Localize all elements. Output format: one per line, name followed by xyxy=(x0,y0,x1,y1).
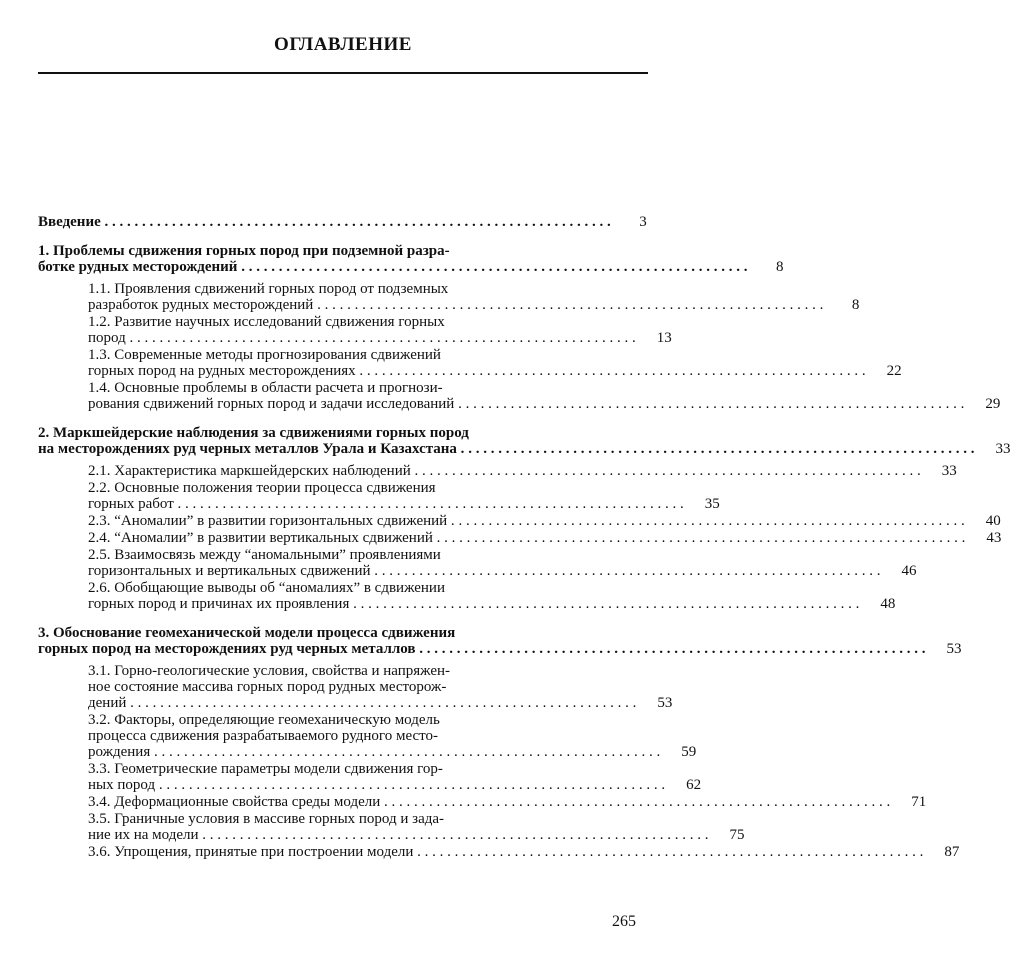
toc-entry-page: 40 xyxy=(985,513,1001,529)
toc-entry-page: 87 xyxy=(944,844,960,860)
toc-entry-title xyxy=(88,580,859,612)
toc-entry-page: 8 xyxy=(851,297,860,313)
toc-entry-line: дений . . . xyxy=(88,695,636,711)
toc-entry-line: 2.5. Взаимосвязь между “аномальными” проявлениями xyxy=(88,547,441,563)
toc-chapter-entry xyxy=(38,625,962,657)
toc-entry-page: 33 xyxy=(995,441,1010,457)
toc-entry-line: 2.4. “Аномалии” в развитии вертикальных сдвижений . . . . . . xyxy=(88,530,965,546)
toc-chapter-entry xyxy=(38,243,784,275)
toc-section-entry xyxy=(38,761,702,793)
toc-entry-line: 3. Обоснование геомеханической модели процесса сдвижения xyxy=(38,625,456,641)
toc-entry-title xyxy=(88,281,823,313)
toc-entry-line: 2.2. Основные положения теории процесса сдвижения xyxy=(88,480,436,496)
toc-entry-title xyxy=(38,625,926,657)
toc-entry-title xyxy=(88,314,636,346)
toc-entry-title xyxy=(88,547,881,579)
toc-section-entry xyxy=(38,530,1002,546)
toc-entry-line: пород . . . xyxy=(88,330,636,346)
toc-entry-title xyxy=(38,243,747,275)
toc-chapter-entry xyxy=(38,425,1010,457)
toc-entry-page: 59 xyxy=(681,744,697,760)
toc-entry-title xyxy=(88,530,965,546)
toc-entry-line: процесса сдвижения разрабатываемого рудного место- xyxy=(88,728,438,744)
toc-entry-title xyxy=(88,712,660,760)
toc-entry-title xyxy=(88,794,890,810)
toc-entry-page: 48 xyxy=(880,596,896,612)
toc-entry-page: 43 xyxy=(986,530,1002,546)
toc-entry-line: 1. Проблемы сдвижения горных пород при подземной разра- xyxy=(38,243,450,259)
toc-entry-line: 3.4. Деформационные свойства среды модели . . . xyxy=(88,794,890,810)
toc-entry-line: горных пород и причинах их проявления . . . xyxy=(88,596,859,612)
toc-entry-title xyxy=(88,663,636,711)
toc-entry-line: разработок рудных месторождений . . . xyxy=(88,297,823,313)
toc-entry-line: горизонтальных и вертикальных сдвижений . . . xyxy=(88,563,881,579)
title-divider xyxy=(38,72,648,74)
toc-entry-page: 3 xyxy=(639,214,647,230)
toc-entry-line: 1.2. Развитие научных исследований сдвижения горных xyxy=(88,314,445,330)
toc-entry-line: 1.1. Проявления сдвижений горных пород от подземных xyxy=(88,281,449,297)
toc-entry-line: Введение . . . xyxy=(38,214,611,230)
toc-entry-page: 53 xyxy=(657,695,673,711)
toc-entry-title xyxy=(88,844,923,860)
toc-section-entry xyxy=(38,513,1001,529)
toc-entry-title xyxy=(88,380,964,412)
toc-entry-line: 3.5. Граничные условия в массиве горных пород и зада- xyxy=(88,811,445,827)
toc-entry-title xyxy=(38,214,611,230)
toc-entry-line: ных пород . . . xyxy=(88,777,665,793)
toc-chapter-entry xyxy=(38,214,647,230)
toc-section-entry xyxy=(38,314,672,346)
toc-section-entry xyxy=(38,580,896,612)
toc-entry-page: 62 xyxy=(686,777,702,793)
toc-section-entry xyxy=(38,281,860,313)
toc-entry-line: 1.4. Основные проблемы в области расчета и прогнози- xyxy=(88,380,443,396)
toc-entry-title xyxy=(38,425,974,457)
toc-section-entry xyxy=(38,380,1001,412)
page-title: ОГЛАВЛЕНИЕ xyxy=(274,34,412,55)
toc-entry-line: 3.6. Упрощения, принятые при построении модели . . . xyxy=(88,844,923,860)
table-of-contents xyxy=(38,214,1010,860)
toc-entry-title xyxy=(88,811,709,843)
toc-entry-page: 22 xyxy=(886,363,902,379)
toc-entry-line: ботке рудных месторождений . . . xyxy=(38,259,747,275)
toc-entry-title xyxy=(88,480,684,512)
toc-entry-line: 3.1. Горно-геологические условия, свойства и напряжен- xyxy=(88,663,451,679)
toc-entry-line: 2.1. Характеристика маркшейдерских наблюдений . . . xyxy=(88,463,921,479)
toc-section-entry xyxy=(38,712,697,760)
toc-section-entry xyxy=(38,463,957,479)
toc-entry-line: 2. Маркшейдерские наблюдения за сдвижениями горных пород xyxy=(38,425,469,441)
toc-entry-line: 2.3. “Аномалии” в развитии горизонтальных сдвижений . . . . xyxy=(88,513,965,529)
toc-section-entry xyxy=(38,347,902,379)
toc-section-entry xyxy=(38,547,917,579)
toc-entry-line: горных работ . . . xyxy=(88,496,684,512)
toc-entry-line: рождения . . . xyxy=(88,744,660,760)
toc-entry-title xyxy=(88,347,866,379)
toc-entry-title xyxy=(88,761,665,793)
toc-section-entry xyxy=(38,663,673,711)
toc-entry-line: на месторождениях руд черных металлов Урала и Казахстана . . . . xyxy=(38,441,974,457)
toc-entry-line: горных пород на месторождениях руд черных металлов . . . xyxy=(38,641,926,657)
toc-entry-page: 33 xyxy=(941,463,957,479)
toc-entry-page: 29 xyxy=(985,396,1001,412)
toc-section-entry xyxy=(38,794,927,810)
toc-entry-line: ное состояние массива горных пород рудных месторож- xyxy=(88,679,447,695)
toc-entry-line: горных пород на рудных месторождениях . . . xyxy=(88,363,866,379)
toc-entry-line: 1.3. Современные методы прогнозирования сдвижений xyxy=(88,347,441,363)
toc-entry-page: 53 xyxy=(946,641,962,657)
toc-entry-line: 3.3. Геометрические параметры модели сдвижения гор- xyxy=(88,761,443,777)
toc-entry-page: 46 xyxy=(901,563,917,579)
toc-section-entry xyxy=(38,811,745,843)
toc-entry-title xyxy=(88,463,921,479)
toc-section-entry xyxy=(38,480,720,512)
toc-entry-line: ние их на модели . . . xyxy=(88,827,709,843)
toc-entry-page: 8 xyxy=(775,259,784,275)
page-number: 265 xyxy=(612,913,636,930)
toc-entry-page: 35 xyxy=(704,496,720,512)
toc-entry-line: рования сдвижений горных пород и задачи исследований . . . xyxy=(88,396,964,412)
toc-entry-page: 71 xyxy=(911,794,927,810)
toc-entry-line: 3.2. Факторы, определяющие геомеханическую модель xyxy=(88,712,440,728)
toc-entry-line: 2.6. Обобщающие выводы об “аномалиях” в сдвижении xyxy=(88,580,445,596)
toc-entry-title xyxy=(88,513,965,529)
toc-entry-page: 13 xyxy=(656,330,672,346)
toc-section-entry xyxy=(38,844,960,860)
toc-entry-page: 75 xyxy=(729,827,745,843)
